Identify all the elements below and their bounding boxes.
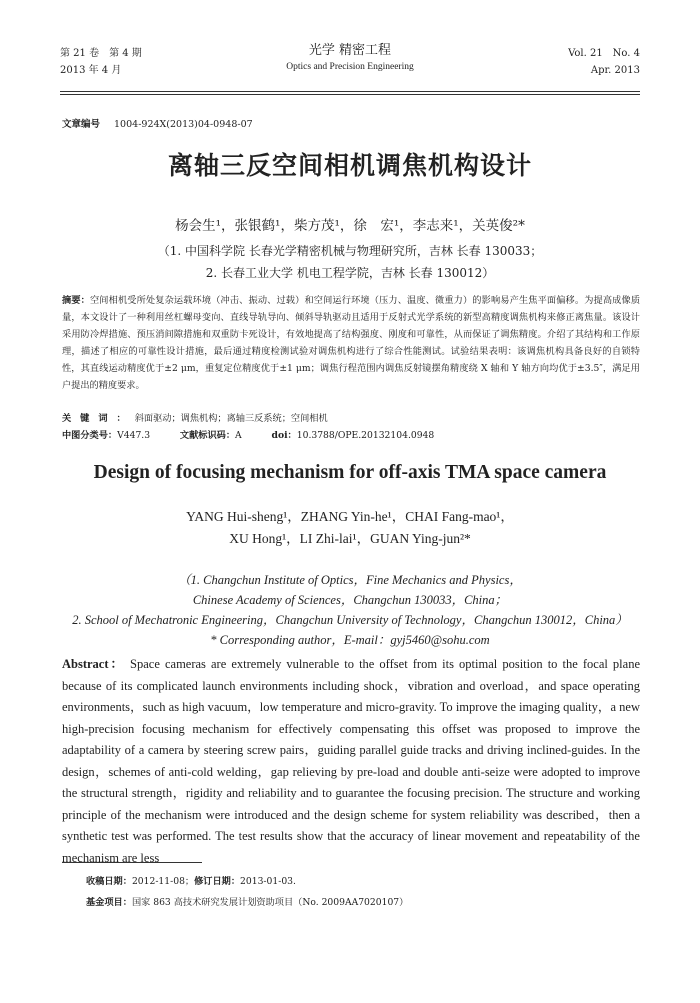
affiliations-en: （1. Changchun Institute of Optics，Fine Mechanics and Physics， Chinese Academy of Sciences，Changchun 130033，China； 2. School of Mechatronic Engineering，Changchun University of Technology，Changchun 130012，China） * Corresponding author，E-mail：gyj5460@sohu.com xyxy=(72,573,628,647)
footnote-rule xyxy=(62,862,202,863)
journal-name: 光学 精密工程 Optics and Precision Engineering xyxy=(286,43,414,72)
header-rule-2 xyxy=(60,94,640,95)
volume-issue-en: Vol. 21 No. 4 Apr. 2013 xyxy=(568,48,640,76)
authors-en: YANG Hui-sheng¹，ZHANG Yin-he¹，CHAI Fang-mao¹， XU Hong¹，LI Zhi-lai¹，GUAN Ying-jun²* xyxy=(186,509,514,546)
abstract-en: Abstract： Space cameras are extremely vulnerable to the offset from its optimal position to the focal plane because of its complicated launch environments including shock，vibration and overload，and space operating environments，such as high vacuum，low temperature and micro-gravity. To improve the imaging quality，a new high-precision focusing mechanism for effectively compensating this offset was proposed to improve the adaptability of a camera by steering screw pairs，guiding parallel guide tracks and driving inclined-guides. In the design，schemes of anti-cold welding，gap relieving by pre-load and double anti-seize were adopted to improve the structural strength，rigidity and reliability and to guarantee the focusing precision. The structure and working principle of the mechanism were introduced and the design scheme for system reliability was described，then a synthetic test was performed. The test results show that the accuracy of linear movement and repeatability of the mechanism are less xyxy=(62,657,641,865)
affiliations-cn: （1. 中国科学院 长春光学精密机械与物理研究所，吉林 长春 130033； 2. 长春工业大学 机电工程学院，吉林 长春 130012） xyxy=(157,244,543,280)
abstract-cn: 摘要：空间相机受所处复杂运载环境（冲击、振动、过载）和空间运行环境（压力、温度、微重力）的影响易产生焦平面偏移。为提高成像质量，本文设计了一种利用丝杠螺母变向、直线导轨导向、倾斜导轨驱动且适用于反射式光学系统的新型高精度调焦机构来修正离焦量。该设计采用防冷焊措施、预压消间隙措施和双重防卡死设计，有效地提高了结构强度、刚度和可靠性，从而保证了调焦精度。介绍了其结构和工作原理，描述了相应的可靠性设计措施，最后通过精度检测试验对调焦机构进行了综合性能测试。试验结果表明：该调焦机构具备良好的自锁特性，其直线运动精度优于±2 μm，重复定位精度优于±1 μm；调焦行程范围内调焦反射镜摆角精度绕 X 轴和 Y 轴方向均优于±3.5″，满足用户提出的精度要求。 xyxy=(62,295,641,391)
authors-cn: 杨会生¹，张银鹤¹，柴方茂¹，徐 宏¹，李志来¹，关英俊²* xyxy=(175,218,525,234)
header-rule xyxy=(60,91,640,92)
volume-issue: 第 21 卷 第 4 期 2013 年 4 月 xyxy=(60,48,142,76)
running-header xyxy=(60,40,640,86)
received-dates: 收稿日期：2012-11-08；修订日期：2013-01-03. xyxy=(86,876,296,887)
classification-line: 中图分类号：V447.3 文献标识码：A doi：10.3788/OPE.20132104.0948 xyxy=(62,430,435,441)
paper-title-en: Design of focusing mechanism for off-axis TMA space camera xyxy=(93,462,607,483)
paper-title-cn: 离轴三反空间相机调焦机构设计 xyxy=(167,151,532,180)
funding-info: 基金项目：国家 863 高技术研究发展计划资助项目（No. 2009AA7020107） xyxy=(86,897,409,908)
keywords-cn: 关键词：斜面驱动；调焦机构；离轴三反系统；空间相机 xyxy=(62,413,328,424)
article-number: 文章编号 1004-924X(2013)04-0948-07 xyxy=(62,119,253,130)
